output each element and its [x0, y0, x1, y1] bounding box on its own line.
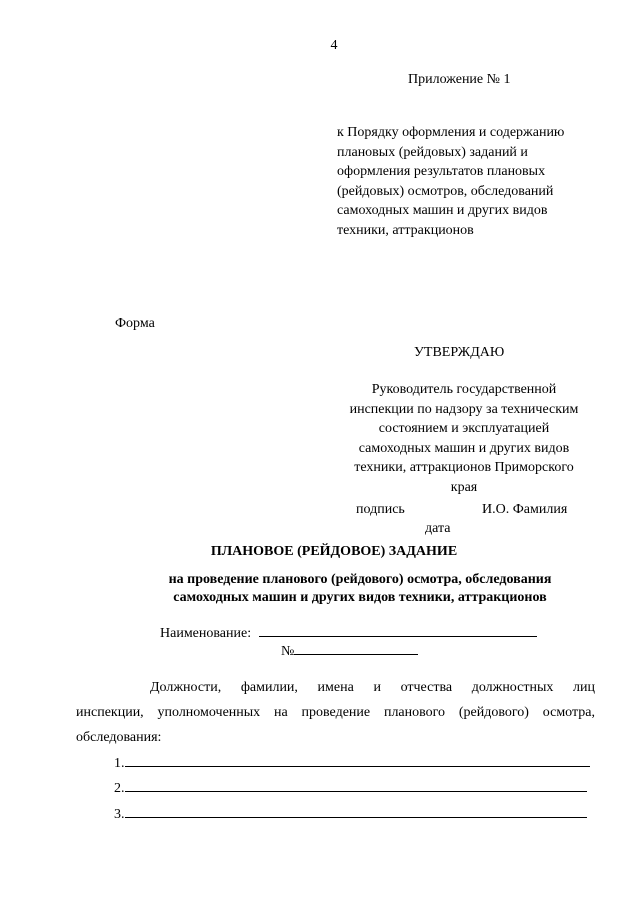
form-label: Форма	[115, 316, 155, 331]
number-field-label: №	[281, 644, 295, 659]
paragraph-rest: инспекции, уполномоченных на проведение планового (рейдового) осмотра, обследования:	[76, 705, 595, 745]
list-item	[114, 753, 590, 772]
approval-body-line: Руководитель государственной	[371, 382, 557, 397]
name-field-label: Наименование:	[160, 626, 252, 641]
approval-body	[330, 380, 598, 497]
appendix-description-line: самоходных машин и других видов	[337, 203, 548, 218]
document-title: ПЛАНОВОЕ (РЕЙДОВОЕ) ЗАДАНИЕ	[210, 544, 458, 559]
document-subtitle-line: самоходных машин и других видов техники, аттракционов	[173, 590, 547, 605]
list-item-line[interactable]	[125, 778, 587, 792]
approval-body-line: края	[450, 479, 478, 495]
document-subtitle	[40, 571, 640, 607]
list-item-line[interactable]	[125, 753, 590, 767]
approval-body-line: инспекции по надзору за техническим	[349, 401, 579, 417]
appendix-description	[337, 123, 607, 240]
appendix-description-line: оформления результатов плановых	[337, 164, 546, 179]
officials-paragraph	[76, 675, 595, 750]
appendix-description-line: плановых (рейдовых) заданий и	[337, 144, 528, 160]
list-item	[114, 804, 587, 823]
date-label: дата	[425, 521, 451, 536]
approval-body-line: техники, аттракционов Приморского	[354, 460, 574, 475]
number-field-line[interactable]	[294, 641, 418, 655]
approval-title: УТВЕРЖДАЮ	[414, 345, 505, 360]
name-label: И.О. Фамилия	[482, 502, 568, 517]
list-item-line[interactable]	[125, 804, 587, 818]
appendix-description-line: (рейдовых) осмотров, обследований	[337, 183, 554, 199]
list-item-number: 1.	[114, 756, 125, 771]
name-field-line[interactable]	[259, 623, 537, 637]
signature-label: подпись	[356, 502, 405, 517]
name-field-row	[160, 623, 537, 642]
approval-body-line: состоянием и эксплуатацией	[378, 421, 550, 436]
number-field-row	[281, 641, 418, 660]
list-item-number: 3.	[114, 807, 125, 822]
document-subtitle-line: на проведение планового (рейдового) осмотра, обследования	[168, 572, 552, 587]
appendix-description-line: техники, аттракционов	[337, 222, 474, 238]
paragraph-first-line: Должности, фамилии, имена и отчества должностных лиц	[150, 680, 595, 695]
list-item-number: 2.	[114, 781, 125, 796]
appendix-title: Приложение № 1	[408, 72, 511, 87]
page-number: 4	[330, 38, 338, 53]
list-item	[114, 778, 587, 797]
appendix-description-line: к Порядку оформления и содержанию	[337, 125, 565, 140]
approval-body-line: самоходных машин и других видов	[358, 440, 570, 456]
